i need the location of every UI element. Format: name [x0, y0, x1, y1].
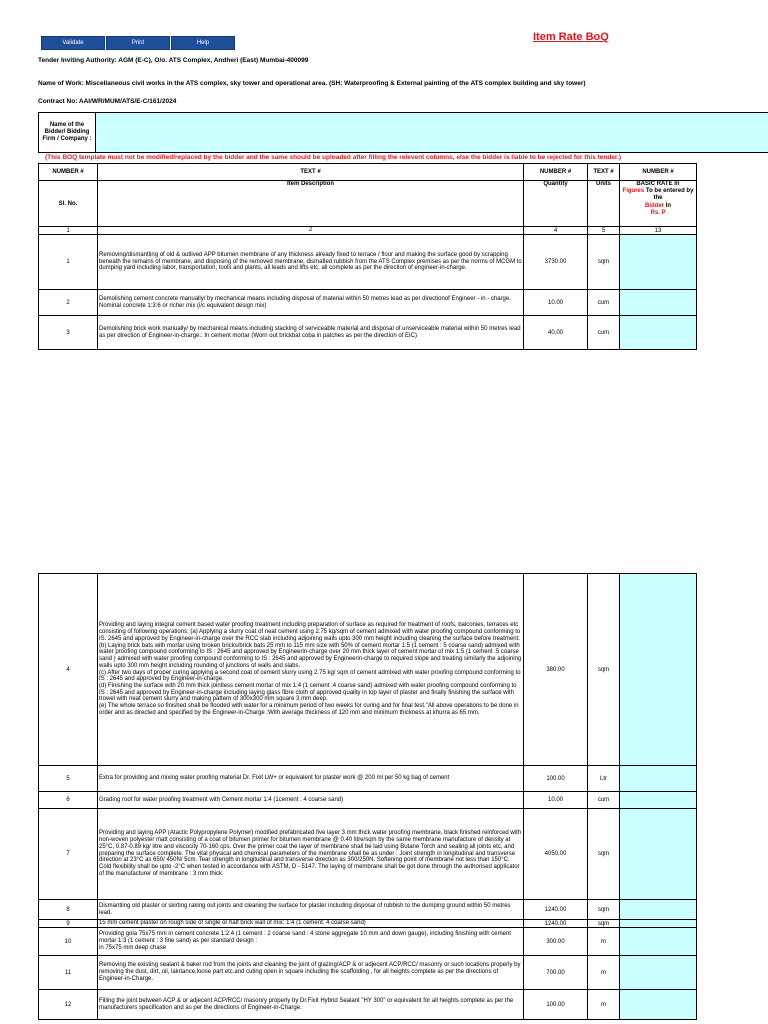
item-no: 1: [39, 235, 98, 290]
table-row: [39, 900, 697, 920]
table-row: [39, 574, 697, 766]
item-unit: cum: [588, 290, 620, 316]
column-index-row: [39, 227, 697, 235]
col-index-2: 2: [98, 227, 524, 235]
item-unit: cum: [588, 792, 620, 809]
table-row: [39, 792, 697, 809]
table-row: [39, 290, 697, 316]
item-unit: sqm: [588, 235, 620, 290]
page-title: Item Rate BoQ: [533, 31, 609, 43]
item-no: 10: [39, 928, 98, 956]
item-qty: 1240.00: [524, 920, 588, 928]
item-desc: Removing/dismantling of old & outlived APP bitumen membrane of any thickness already fixed to terrace / floor and making the surface good by scrapping beneath the remains of membrane, and disposing of the removed membrane, dismatled rubbish from the ATS Complex premises as per the norms of MCGM to dumping yard including labor, transportation, tools and plants, all leads and lifts etc. all complete as per the direction of engineer-in-charge.: [98, 235, 524, 290]
item-desc: Providing and laying integral cement based water proofing treatment including preparation of surface as required for treatment of roofs, balconies, terraces etc consisting of following operations: (a) Applying a slurry coat of neat cement using 2.75 kg/sqm of cement admixed with water proofing compound conforming to IS. 2645 and approved by Engineer-in-charge over the RCC slab including adjoining walls upto 300 mm height including cleaning the surface before treatment. (b) Laying brick bats with mortar using broken bricks/brick bats 25 mm to 115 mm size with 50% of cement mortar 1:5 (1 cement : 5 coarse sand) admixed with water proofing compound conforming to IS : 2645 and approved by Engineerin-charge over 20 mm thick layer of cement mortar of mix 1:5 (1 cement :5 coarse sand ) admixed with water proofing compound conforming to IS : 2645 and approved by Engineerin-charge to required slope and treating similarly the adjoining walls upto 300 mm height including rounding of junctions of walls and slabs. (c) After two days of proper curing applying a second coat of cement slurry using 2.75 kg/ sqm of cement admixed with water proofing compound conforming to IS : 2645 and approved by Engineer-in-charge. (d) Finishing the surface with 20 mm thick jointless cement mortar of mix 1:4 (1 cement :4 coarse sand) admixed with water proofing compound conforming to IS : 2645 and approved by Engineer-in-charge including laying glass fibre cloth of approved quality in top layer of plaster and finally finishing the surface with trowel with neat cement slurry and making pattern of 300x300 mm square 3 mm deep. (e) The whole terrace so finished shall be flooded with water for a minimum period of two weeks for curing and for final test."All above operations to be done in order and as directed and specified by the Engineer-in-Charge :With average thickness of 120 mm and minimum thickness at khurra as 65 mm.: [98, 574, 524, 766]
rate-input[interactable]: [620, 792, 697, 809]
rate-input[interactable]: [620, 290, 697, 316]
tender-authority: Tender Inviting Authority: AGM (E-C), O/o. ATS Complex, Andheri (East) Mumbai-400099: [38, 57, 309, 64]
validate-button[interactable]: Validate: [41, 36, 105, 50]
item-qty: 1240.00: [524, 900, 588, 920]
name-of-work: Name of Work: Miscellaneous civil works in the ATS complex, sky tower and operational area. (SH: Waterproofing & External painting of the ATS complex building and sky tower): [38, 80, 586, 87]
item-no: 4: [39, 574, 98, 766]
col-index-13: 13: [620, 227, 697, 235]
type-qty: NUMBER #: [524, 164, 588, 181]
item-desc: 15 mm cement plaster on rough side of single or half brick wall of mix: 1:4 (1 cement: 4 coarse sand): [98, 920, 524, 928]
item-desc: Demolishing brick work manually/ by mechanical means including stacking of serviceable material and disposal of unserviceable material within 50 metres lead as per direction of Engineer-in-charge.: In cement mortar (Worn out brickbat coba in patches as per the direction of EIC): [98, 316, 524, 350]
rate-input[interactable]: [620, 766, 697, 792]
type-row: [39, 164, 697, 181]
item-desc: Grading roof for water proofing treatment with Cement mortar 1:4 (1cement : 4 coarse sand): [98, 792, 524, 809]
item-desc: Providing gola 75x75 mm in cement concrete 1:2:4 (1 cement : 2 coarse sand : 4 stone aggregate 10 mm and down gauge), including finishing with cement mortar 1:3 (1 cement : 3 fine sand) as per standard design : in 75x75 mm deep chase: [98, 928, 524, 956]
table-row: [39, 990, 697, 1020]
item-qty: 40.00: [524, 316, 588, 350]
rate-input[interactable]: [620, 928, 697, 956]
table-row: [39, 235, 697, 290]
item-desc: Filling the joint between ACP & or adjecent ACP/RCC/ masonry properly by Dr.Fixit Hybrid Sealant "HY 300" or equivalent for all heights complete as per the manufacturers specification and as per the directions of Engineer-in-Charge.: [98, 990, 524, 1020]
item-unit: sqm: [588, 574, 620, 766]
item-no: 12: [39, 990, 98, 1020]
rate-input[interactable]: [620, 316, 697, 350]
item-unit: m: [588, 928, 620, 956]
units-header: Units: [588, 181, 620, 227]
bidder-name-input[interactable]: [96, 112, 768, 153]
print-button[interactable]: Print: [106, 36, 170, 50]
item-desc: Providing and laying APP (Atactic Polypropylene Polymer) modified prefabricated five layer 3 mm thick water proofing membrane, black finished reinforced with non-woven polyester matt consisting of a coat of bitumen primer for bitumen membrane @ 0.40 litre/sqm by the same membrane manufacture of density at 25°C, 0.87-0.89 kg/ litre and viscocity 70-160 cps. Over the primer coat the layer of membrane shall be laid using Butane Torch and sealing all joints etc, and preparing the surface complete. The vital physical and chemical parameters of the membrane shall be as under : Joint strength in longitudinal and transverse direction at 23°C as 650/ 450N/ 5cm. Tear strength in longitudinal and transverse direction as 300/250N. Softening point of membrane not less than 150°C. Cold flexibility shall be upto -2°C when tested in accordance with ASTM, D - 5147. The laying of membrane shall be got done through the authorised applicator of the manufacturer of membrane : 3 mm thick: [98, 809, 524, 900]
item-unit: Ltr: [588, 766, 620, 792]
template-warning: (This BOQ template must not be modified/replaced by the bidder and the same should be uploaded after filling the relevent columns, else the bidder is liable to be rejected for this tender.): [45, 154, 622, 161]
table-row: [39, 928, 697, 956]
item-no: 3: [39, 316, 98, 350]
contract-no: Contract No: AAI/WR/MUM/ATS/E-C/161/2024: [38, 98, 177, 105]
item-unit: m: [588, 956, 620, 990]
col-index-4: 4: [524, 227, 588, 235]
type-unit: TEXT #: [588, 164, 620, 181]
rate-input[interactable]: [620, 809, 697, 900]
type-rate: NUMBER #: [620, 164, 697, 181]
item-desc: Removing the existing sealant & baker rod from the joints and cleaning the joint of glazing/ACP & or adjecent ACP/RCC/ masonry or such locations properly by removing the dust, dirt, oil, laintance,loose part etc.and cuting open in square including the scaffolding , for all heights complete as per the directions of Engineer-in-Charge.: [98, 956, 524, 990]
item-desc: Dismantling old plaster or skirting raking out joints and cleaning the surface for plaster including disposal of rubbish to the dumping ground within 50 metres lead.: [98, 900, 524, 920]
item-no: 7: [39, 809, 98, 900]
item-desc: Demolishing cement concrete manually/ by mechanical means including disposal of material within 50 metres lead as per directionof Engineer - in - charge. Nominal concrete 1:3:6 or richer mix (i/c equivalent design mix): [98, 290, 524, 316]
item-qty: 10.00: [524, 792, 588, 809]
table-row: [39, 316, 697, 350]
item-no: 9: [39, 920, 98, 928]
col-index-1: 1: [39, 227, 98, 235]
rate-header: BASIC RATE In Figures To be entered by the Bidder In Rs. P: [620, 181, 697, 227]
item-qty: 700.00: [524, 956, 588, 990]
boq-table-top: [38, 163, 697, 350]
boq-table-bottom: [38, 573, 697, 1020]
item-qty: 100.00: [524, 766, 588, 792]
item-qty: 300.00: [524, 928, 588, 956]
item-unit: sqm: [588, 809, 620, 900]
col-index-5: 5: [588, 227, 620, 235]
help-button[interactable]: Help: [171, 36, 235, 50]
item-unit: sqm: [588, 920, 620, 928]
item-qty: 4050.00: [524, 809, 588, 900]
rate-input[interactable]: [620, 574, 697, 766]
type-no: NUMBER #: [39, 164, 98, 181]
item-desc: Extra for providing and mixing water proofing material Dr. Fixit LW+ or equivalent for plaster work @ 200 ml per 50 kg bag of cement: [98, 766, 524, 792]
rate-input[interactable]: [620, 920, 697, 928]
sl-no-header: Sl. No.: [39, 181, 98, 227]
item-desc-header: Item Description: [98, 181, 524, 227]
item-qty: 380.00: [524, 574, 588, 766]
item-unit: m: [588, 990, 620, 1020]
item-no: 11: [39, 956, 98, 990]
item-no: 8: [39, 900, 98, 920]
header-row: [39, 181, 697, 227]
rate-input[interactable]: [620, 956, 697, 990]
table-row: [39, 920, 697, 928]
quantity-header: Quantity: [524, 181, 588, 227]
type-text: TEXT #: [98, 164, 524, 181]
table-row: [39, 766, 697, 792]
item-no: 2: [39, 290, 98, 316]
rate-input[interactable]: [620, 235, 697, 290]
item-no: 6: [39, 792, 98, 809]
rate-input[interactable]: [620, 990, 697, 1020]
item-qty: 10.00: [524, 290, 588, 316]
item-qty: 3730.00: [524, 235, 588, 290]
item-unit: cum: [588, 316, 620, 350]
item-unit: sqm: [588, 900, 620, 920]
table-row: [39, 809, 697, 900]
rate-input[interactable]: [620, 900, 697, 920]
item-qty: 100.00: [524, 990, 588, 1020]
bidder-name-label: Name of the Bidder/ Bidding Firm / Company :: [38, 112, 96, 153]
table-row: [39, 956, 697, 990]
item-no: 5: [39, 766, 98, 792]
